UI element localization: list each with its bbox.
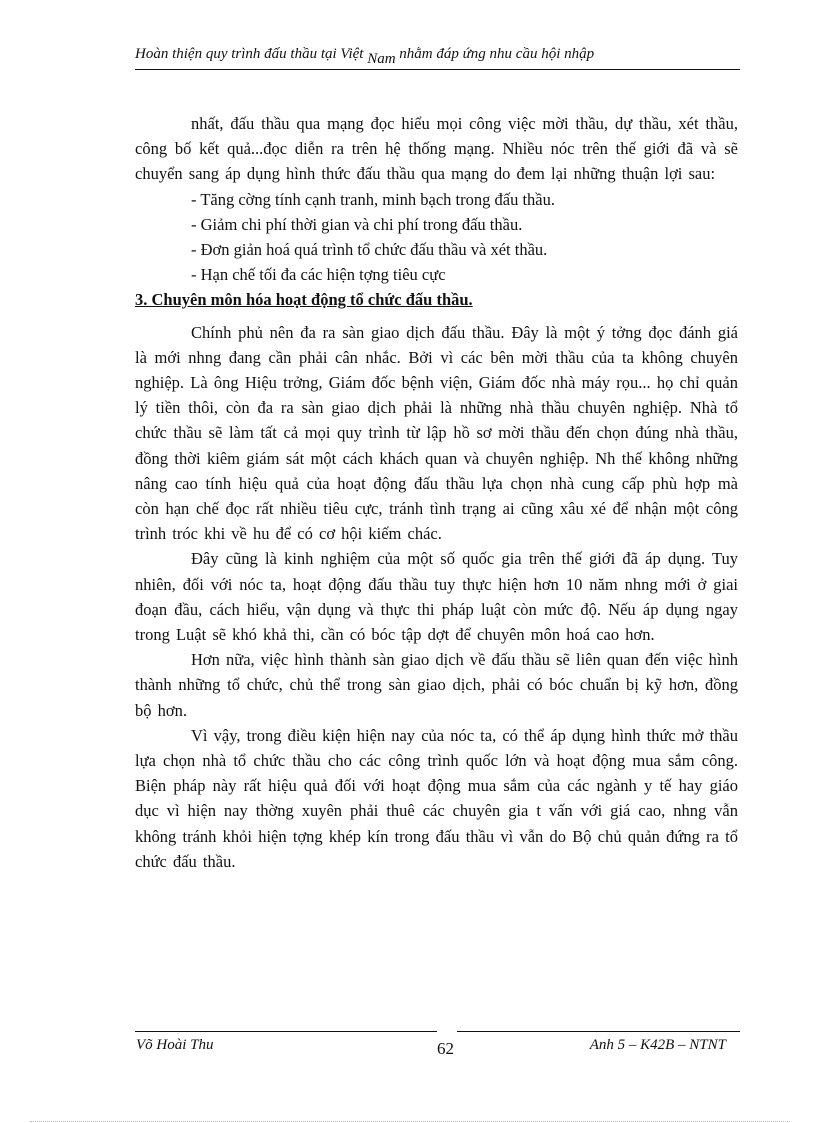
header-title-end: nhằm đáp ứng nhu cầu hội nhập [399,46,595,62]
header-title-start: Hoàn thiện quy trình đấu thầu tại Việt [135,46,364,62]
paragraph-4: Hơn nữa, việc hình thành sàn giao dịch về đấu thầu sẽ liên quan đến việc hình thành những tổ chức, chủ thể trong sàn giao dịch, phải có bóc chuẩn bị kỹ hơn, đồng bộ hơn. [135,650,738,720]
bullet-item: - Giảm chi phí thời gian và chi phí trong đấu thầu. [191,214,523,234]
footer-author: Võ Hoài Thu [136,1037,214,1053]
footer-rule-left [135,1031,437,1032]
page-edge-divider [30,1121,790,1122]
paragraph-2: Chính phủ nên đa ra sàn giao dịch đấu thầu. Đây là một ý tởng đọc đánh giá là mới nhng đang cần phải cân nhắc. Bởi vì các bên mời thầu của ta không chuyên nghiệp. Là ông Hiệu trởng, Giám đốc bệnh viện, Giám đốc nhà máy rọu... họ chỉ quản lý tiền thôi, còn đa ra sàn giao dịch phải là những nhà thầu chuyên nghiệp. Nhà tổ chức thầu sẽ làm tất cả mọi quy trình từ lập hồ sơ mời thầu đến chọn đúng nhà thầu, đồng thời kiêm giám sát một cách khách quan và chuyên nghiệp. Nh thế không những nâng cao tính hiệu quả của hoạt động đấu thầu lựa chọn nhà cung cấp phù hợp mà còn hạn chế đọc rất nhiều tiêu cực, tránh tình trạng ai cũng xâu xé để nhận một công trình tróc khi về hu để có cơ hội kiếm chác. [135,322,738,544]
page-body [135,111,738,874]
paragraph-5: Vì vậy, trong điều kiện hiện nay của nóc ta, có thể áp dụng hình thức mở thầu lựa chọn nhà tổ chức thầu cho các công trình quốc lớn và hoạt động mua sắm công. Biện pháp này rất hiệu quả đối với hoạt động mua sắm của các ngành y tế hay giáo dục vì hiện nay thờng xuyên phải thuê các chuyên gia t vấn với giá cao, nhng vẫn không tránh khỏi hiện tợng khép kín trong đấu thầu vì vẫn do Bộ chủ quản đứng ra tổ chức đấu thầu. [135,725,738,871]
paragraph-1: nhất, đấu thầu qua mạng đọc hiểu mọi công việc mời thầu, dự thầu, xét thầu, công bố kết quả...đọc diễn ra trên hệ thống mạng. Nhiều nóc trên thế giới đã và sẽ chuyển sang áp dụng hình thức đấu thầu qua mạng do đem lại những thuận lợi sau: [135,114,738,184]
bullet-item: - Tăng cờng tính cạnh tranh, minh bạch trong đấu thầu. [191,189,555,209]
bullet-item: - Hạn chế tối đa các hiện tợng tiêu cực [191,265,446,285]
bullet-item: - Đơn giản hoá quá trình tổ chức đấu thầu và xét thầu. [191,240,548,260]
header-rule [135,69,740,70]
footer-course: Anh 5 – K42B – NTNT [589,1037,726,1053]
section-heading: 3. Chuyên môn hóa hoạt động tổ chức đấu thầu. [135,290,473,310]
footer-rule-right [457,1031,740,1032]
running-header [135,46,740,67]
page-number: 62 [437,1039,454,1058]
paragraph-3: Đây cũng là kinh nghiệm của một số quốc gia trên thế giới đã áp dụng. Tuy nhiên, đối với nóc ta, hoạt động đấu thầu tuy thực hiện hơn 10 năm nhng mới ở giai đoạn đầu, cách hiểu, vận dụng và thực thi pháp luật còn mức độ. Nếu áp dụng ngay trong Luật sẽ khó khả thi, cần có bóc tập dợt để chuyên môn hoá cao hơn. [135,549,738,645]
header-title-sub: Nam [367,51,396,67]
